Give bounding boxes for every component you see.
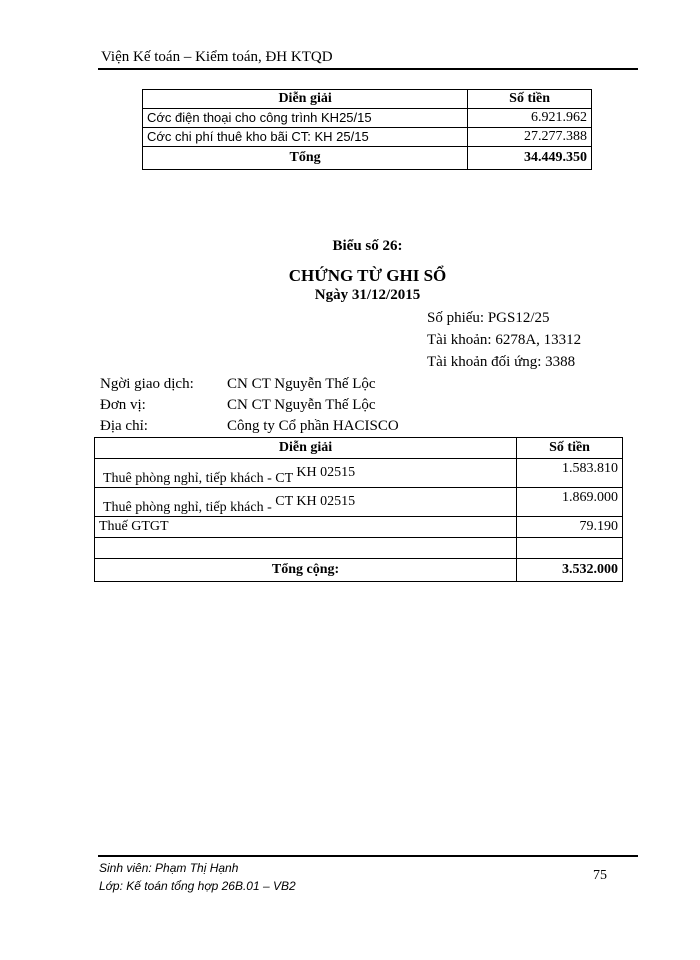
voucher-row-desc [95, 459, 517, 488]
voucher-col-desc: Diễn giải [95, 438, 517, 459]
voucher-title: CHỨNG TỪ GHI SỔ [288, 266, 447, 285]
page-number: 75 [593, 868, 607, 883]
summary-table [142, 89, 592, 170]
footer-student: Sinh viên: Phạm Thị Hạnh [99, 861, 239, 875]
summary-col-desc: Diễn giải [143, 90, 468, 109]
voucher-row-desc-part: CT KH 02515 [275, 494, 356, 509]
summary-total-amount: 34.449.350 [468, 147, 592, 170]
counter-account: Tài khoản đối ứng: 3388 [427, 354, 576, 370]
voucher-row-desc-part: KH 02515 [296, 465, 356, 480]
voucher-row-desc [95, 488, 517, 517]
table-row [95, 459, 623, 488]
voucher-row-desc-part: Thuê phòng nghỉ, tiếp khách - [103, 500, 272, 515]
summary-table-header [143, 90, 592, 109]
voucher-row-desc-part: Thuê phòng nghỉ, tiếp khách - CT [103, 471, 293, 486]
voucher-row-amount: 79.190 [517, 517, 623, 538]
counterparty-value: CN CT Nguyễn Thế Lộc [227, 376, 376, 392]
table-row [95, 517, 623, 538]
summary-total-row [143, 147, 592, 170]
address-value: Công ty Cổ phần HACISCO [227, 418, 399, 434]
form-number-heading: Biểu số 26: [332, 238, 403, 254]
table-row [143, 128, 592, 147]
summary-total-label: Tổng [143, 147, 468, 170]
voucher-row-amount: 1.583.810 [517, 459, 623, 488]
footer-class: Lớp: Kế toán tổng hợp 26B.01 – VB2 [99, 879, 296, 893]
table-row [143, 109, 592, 128]
voucher-date: Ngày 31/12/2015 [314, 287, 421, 303]
voucher-total-label: Tổng cộng: [95, 559, 517, 582]
voucher-row-amount: 1.869.000 [517, 488, 623, 517]
table-row [95, 538, 623, 559]
table-row [95, 488, 623, 517]
voucher-row-desc: Thuế GTGT [95, 517, 517, 538]
counterparty-label: Ngời giao dịch: [100, 376, 194, 392]
voucher-total-amount: 3.532.000 [517, 559, 623, 582]
voucher-table [94, 437, 623, 582]
summary-row-desc: Cớc điện thoại cho công trình KH25/15 [143, 109, 468, 128]
voucher-table-header [95, 438, 623, 459]
document-header-title: Viện Kế toán – Kiểm toán, ĐH KTQD [101, 49, 333, 65]
header-rule [98, 68, 638, 70]
footer-rule [98, 855, 638, 857]
account: Tài khoản: 6278A, 13312 [427, 332, 582, 348]
summary-row-amount: 6.921.962 [468, 109, 592, 128]
summary-col-amount: Số tiền [468, 90, 592, 109]
address-label: Địa chỉ: [100, 418, 148, 434]
voucher-row-desc [95, 538, 517, 559]
summary-row-desc: Cớc chi phí thuê kho bãi CT: KH 25/15 [143, 128, 468, 147]
summary-row-amount: 27.277.388 [468, 128, 592, 147]
unit-label: Đơn vị: [100, 397, 146, 413]
voucher-number: Số phiếu: PGS12/25 [427, 310, 550, 326]
voucher-total-row [95, 559, 623, 582]
voucher-col-amount: Số tiền [517, 438, 623, 459]
unit-value: CN CT Nguyễn Thế Lộc [227, 397, 376, 413]
voucher-row-amount [517, 538, 623, 559]
